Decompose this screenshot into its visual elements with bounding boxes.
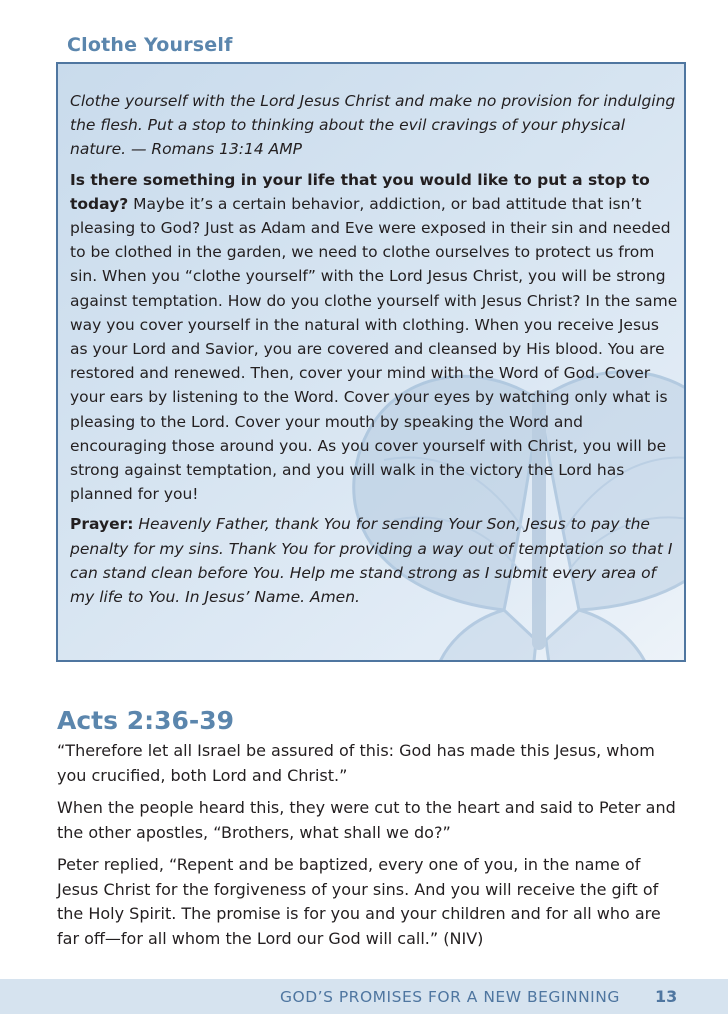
devotion-box [56,62,686,662]
devotion-prayer [70,512,680,609]
prayer-label: Prayer: [70,515,134,534]
scripture-passage [57,739,677,959]
scripture-reference: Acts 2:36-39 [57,706,235,735]
page-number: 13 [655,987,678,1006]
devotion-body [70,168,680,507]
devotion-body-text: Maybe it’s a certain behavior, addiction, or bad attitude that isn’t pleasing to God? Just as Adam and Eve were exposed in their sin and needed to be clothed in the garden, we need to clothe ourselves to protect us from sin. When you “clothe yourself” with the Lord Jesus Christ, you will be strong against temptation. How do you clothe yourself with Jesus Christ? In the same way you cover yourself in the natural with clothing. When you receive Jesus as your Lord and Savior, you are covered and cleansed by His blood. You are restored and renewed. Then, cover your mind with the Word of God. Cover your ears by listening to the Word. Cover your eyes by watching only what is pleasing to the Lord. Cover your mouth by speaking the Word and encouraging those around you. As you cover yourself with Christ, you will be strong against temptation, and you will walk in the victory the Lord has planned for you! [70,194,678,504]
devotion-title: Clothe Yourself [67,34,233,56]
scripture-paragraph: Peter replied, “Repent and be baptized, every one of you, in the name of Jesus Christ for the forgiveness of your sins. And you will receive the gift of the Holy Spirit. The promise is for you and your children and for all who are far off—for all whom the Lord our God will call.” (NIV) [57,855,661,948]
devotion-verse: Clothe yourself with the Lord Jesus Christ and make no provision for indulging the flesh. Put a stop to thinking about the evil cravings of your physical nature. — Romans 13:14 AMP [70,92,676,159]
footer-book-title: GOD’S PROMISES FOR A NEW BEGINNING [280,988,620,1006]
devotion-lead-question: Is there something in your life that you would like to put a stop to today? [70,170,650,213]
scripture-paragraph: “Therefore let all Israel be assured of this: God has made this Jesus, whom you crucified, both Lord and Christ.” [57,741,655,785]
scripture-paragraph: When the people heard this, they were cut to the heart and said to Peter and the other apostles, “Brothers, what shall we do?” [57,798,676,842]
prayer-text: Heavenly Father, thank You for sending Your Son, Jesus to pay the penalty for my sins. Thank You for providing a way out of temptation so that I can stand clean before You. Help me stand strong as I submit every area of my life to You. In Jesus’ Name. Amen. [70,515,673,607]
page-footer [0,979,728,1014]
